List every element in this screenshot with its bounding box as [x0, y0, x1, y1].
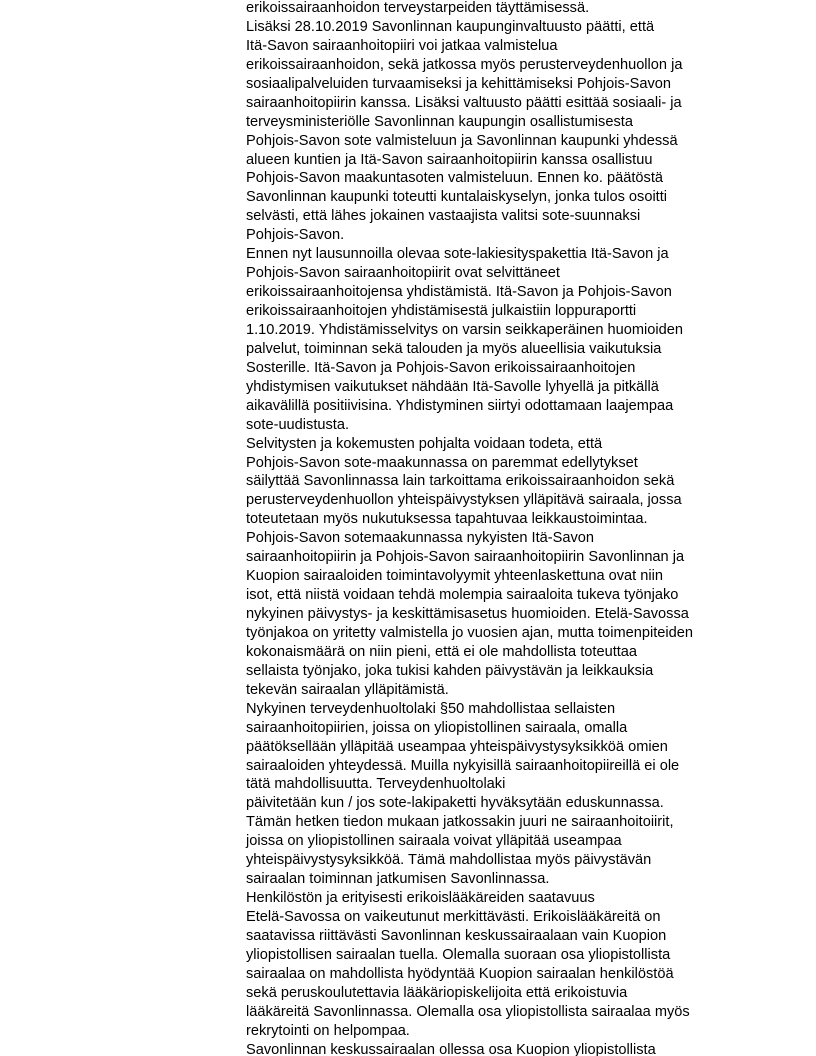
text-line: päivitetään kun / jos sote-lakipaketti hyväksytään eduskunnassa. — [246, 795, 664, 812]
text-line: toteutetaan myös nukutuksessa tapahtuvaa leikkaustoimintaa. — [246, 511, 648, 528]
text-line: Savonlinnan kaupunki toteutti kuntalaiskyselyn, jonka tulos osoitti — [246, 189, 668, 206]
text-line: yliopistollisen sairaalan tuella. Olemalla suoraan osa yliopistollista — [246, 946, 671, 963]
text-line: alueen kuntien ja Itä-Savon sairaanhoitopiirin kanssa osallistuu — [246, 151, 653, 168]
text-line: Nykyinen terveydenhuoltolaki §50 mahdollistaa sellaisten — [246, 700, 616, 717]
text-line: Pohjois-Savon. — [246, 227, 345, 244]
text-line: joissa on yliopistollinen sairaala voivat ylläpitää useampaa — [246, 833, 622, 850]
text-line: sairaalaa on mahdollista hyödyntää Kuopion sairaalan henkilöstöä — [246, 965, 674, 982]
text-line: Henkilöstön ja erityisesti erikoislääkäreiden saatavuus — [246, 890, 595, 907]
text-line: Pohjois-Savon sotemaakunnassa nykyisten Itä-Savon — [246, 530, 595, 547]
text-line: sote-uudistusta. — [246, 416, 350, 433]
text-line: aikavälillä positiivisina. Yhdistyminen siirtyi odottamaan laajempaa — [246, 397, 674, 414]
text-line: erikoissairaanhoitojensa yhdistämistä. Itä-Savon ja Pohjois-Savon — [246, 284, 672, 301]
text-line: isot, että niistä voidaan tehdä molempia sairaaloita tukeva työnjako — [246, 587, 679, 604]
text-line: terveysministeriölle Savonlinnan kaupungin osallistumisesta — [246, 113, 633, 130]
text-line: sekä peruskoulutettavia lääkäriopiskelijoita että erikoistuvia — [246, 984, 628, 1001]
text-line: palvelut, toiminnan sekä talouden ja myös alueellisia vaikutuksia — [246, 340, 662, 357]
text-line: Itä-Savon sairaanhoitopiiri voi jatkaa valmistelua — [246, 37, 558, 54]
text-line: työnjakoa on yritetty valmistella jo vuosien ajan, mutta toimenpiteiden — [246, 624, 693, 641]
text-line: Pohjois-Savon maakuntasoten valmisteluun. Ennen ko. päätöstä — [246, 170, 663, 187]
text-line: säilyttää Savonlinnassa lain tarkoittama erikoissairaanhoidon sekä — [246, 473, 675, 490]
text-line: sairaanhoitopiirin ja Pohjois-Savon sairaanhoitopiirin Savonlinnan ja — [246, 549, 685, 566]
text-line: Lisäksi 28.10.2019 Savonlinnan kaupunginvaltuusto päätti, että — [246, 18, 655, 35]
text-line: Kuopion sairaaloiden toimintavolyymit yhteenlaskettuna ovat niin — [246, 568, 663, 585]
text-line: sosiaalipalveluiden turvaamiseksi ja kehittämiseksi Pohjois-Savon — [246, 75, 672, 92]
text-line: yhdistymisen vaikutukset nähdään Itä-Savolle lyhyellä ja pitkällä — [246, 378, 659, 395]
text-line: Etelä-Savossa on vaikeutunut merkittävästi. Erikoislääkäreitä on — [246, 909, 661, 925]
text-line: sairaanhoitopiirien, joissa on yliopistollinen sairaala, omalla — [246, 719, 628, 736]
text-line: Pohjois-Savon sote-maakunnassa on paremmat edellytykset — [246, 454, 638, 471]
text-line: Sosterille. Itä-Savon ja Pohjois-Savon erikoissairaanhoitojen — [246, 359, 636, 376]
text-line: sairaaloiden yhteydessä. Muilla nykyisillä sairaanhoitopiireillä ei ole — [246, 757, 680, 774]
text-line: kokonaismäärä on niin pieni, että ei ole mahdollista toteuttaa — [246, 643, 638, 660]
text-line: sairaalan toiminnan jatkumisen Savonlinnassa. — [246, 871, 550, 888]
text-line: Ennen nyt lausunnoilla olevaa sote-lakiesityspakettia Itä-Savon ja — [246, 246, 669, 263]
text-line: selvästi, että lähes jokainen vastaajista valitsi sote-suunnaksi — [246, 208, 641, 225]
text-line: erikoissairaanhoidon terveystarpeiden täyttämisessä. — [246, 0, 590, 16]
text-line: lääkäreitä Savonlinnassa. Olemalla osa yliopistollista sairaalaa myös — [246, 1003, 690, 1020]
text-line: tekevän sairaalan ylläpitämistä. — [246, 681, 449, 698]
text-line: Savonlinnan keskussairaalan ollessa osa Kuopion yliopistollista — [246, 1041, 656, 1056]
text-line: erikoissairaanhoidon, sekä jatkossa myös perusterveydenhuollon ja — [246, 56, 683, 73]
text-line: yhteispäivystysyksikköä. Tämä mahdollistaa myös päivystävän — [246, 852, 652, 869]
text-line: perusterveydenhuollon yhteispäivystyksen ylläpitävä sairaala, jossa — [246, 492, 682, 509]
text-line: tätä mahdollisuutta. Terveydenhuoltolaki — [246, 776, 506, 793]
text-line: sairaanhoitopiirin kanssa. Lisäksi valtuusto päätti esittää sosiaali- ja — [246, 94, 682, 111]
text-line: sellaista työnjako, joka tukisi kahden päivystävän ja leikkauksia — [246, 662, 654, 679]
text-line: Pohjois-Savon sairaanhoitopiirit ovat selvittäneet — [246, 265, 560, 282]
document-body-text — [246, 0, 766, 1056]
text-line: erikoissairaanhoitojen yhdistämisestä julkaistiin loppuraportti — [246, 303, 637, 319]
text-line: Selvitysten ja kokemusten pohjalta voidaan todeta, että — [246, 435, 603, 452]
text-line: Pohjois-Savon sote valmisteluun ja Savonlinnan kaupunki yhdessä — [246, 132, 678, 149]
text-line: nykyinen päivystys- ja keskittämisasetus huomioiden. Etelä-Savossa — [246, 606, 689, 622]
text-line: rekrytointi on helpompaa. — [246, 1022, 410, 1039]
text-line: Tämän hetken tiedon mukaan jatkossakin juuri ne sairaanhoitoiirit, — [246, 814, 674, 831]
text-line: saatavissa riittävästi Savonlinnan keskussairaalaan vain Kuopion — [246, 927, 667, 944]
text-line: päätöksellään ylläpitää useampaa yhteispäivystysyksikköä omien — [246, 738, 668, 755]
text-line: 1.10.2019. Yhdistämisselvitys on varsin seikkaperäinen huomioiden — [246, 321, 683, 338]
